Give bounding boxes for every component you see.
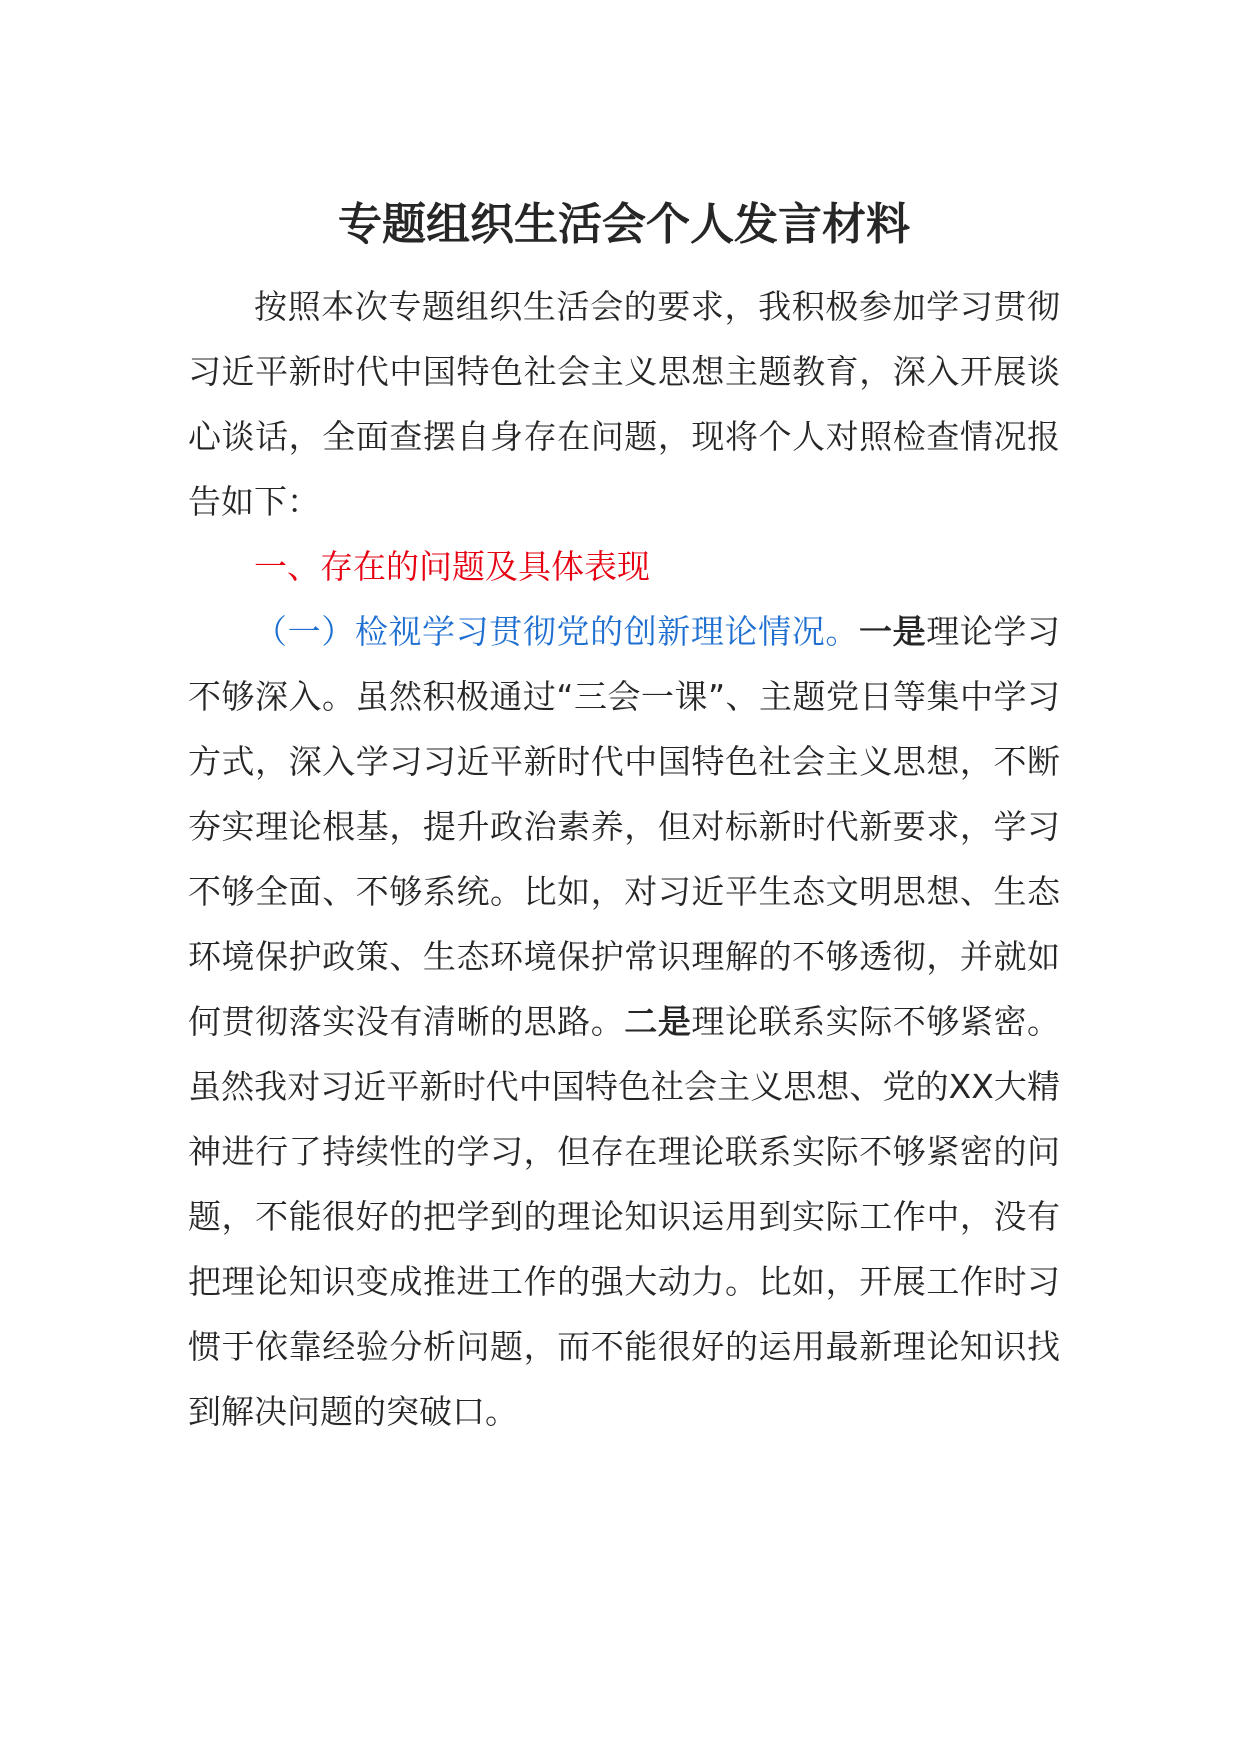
document-title: 专题组织生活会个人发言材料 — [338, 199, 910, 250]
point-lead-two: 二是 — [624, 1002, 692, 1041]
subsection-paragraph-theory-study — [188, 599, 1060, 1444]
point-lead-one: 一是 — [858, 612, 927, 651]
section-heading-problems: 一、存在的问题及具体表现 — [254, 547, 650, 586]
intro-paragraph: 按照本次专题组织生活会的要求，我积极参加学习贯彻习近平新时代中国特色社会主义思想主题教育，深入开展谈心谈话，全面查摆自身存在问题，现将个人对照检查情况报告如下： — [188, 287, 1060, 521]
point-text-one: 理论学习不够深入。虽然积极通过“三会一课”、主题党日等集中学习方式，深入学习习近平新时代中国特色社会主义思想，不断夯实理论根基，提升政治素养，但对标新时代新要求，学习不够全面、不够系统。比如，对习近平生态文明思想、生态环境保护政策、生态环境保护常识理解的不够透彻，并就如何贯彻落实没有清晰的思路。 — [188, 612, 1061, 1041]
document-page — [188, 190, 1060, 1444]
point-text-two: 理论联系实际不够紧密。虽然我对习近平新时代中国特色社会主义思想、党的XX大精神进行了持续性的学习，但存在理论联系实际不够紧密的问题，不能很好的把学到的理论知识运用到实际工作中，没有把理论知识变成推进工作的强大动力。比如，开展工作时习惯于依靠经验分析问题，而不能很好的运用最新理论知识找到解决问题的突破口。 — [188, 1002, 1061, 1431]
subsection-heading: （一）检视学习贯彻党的创新理论情况。 — [254, 612, 859, 651]
